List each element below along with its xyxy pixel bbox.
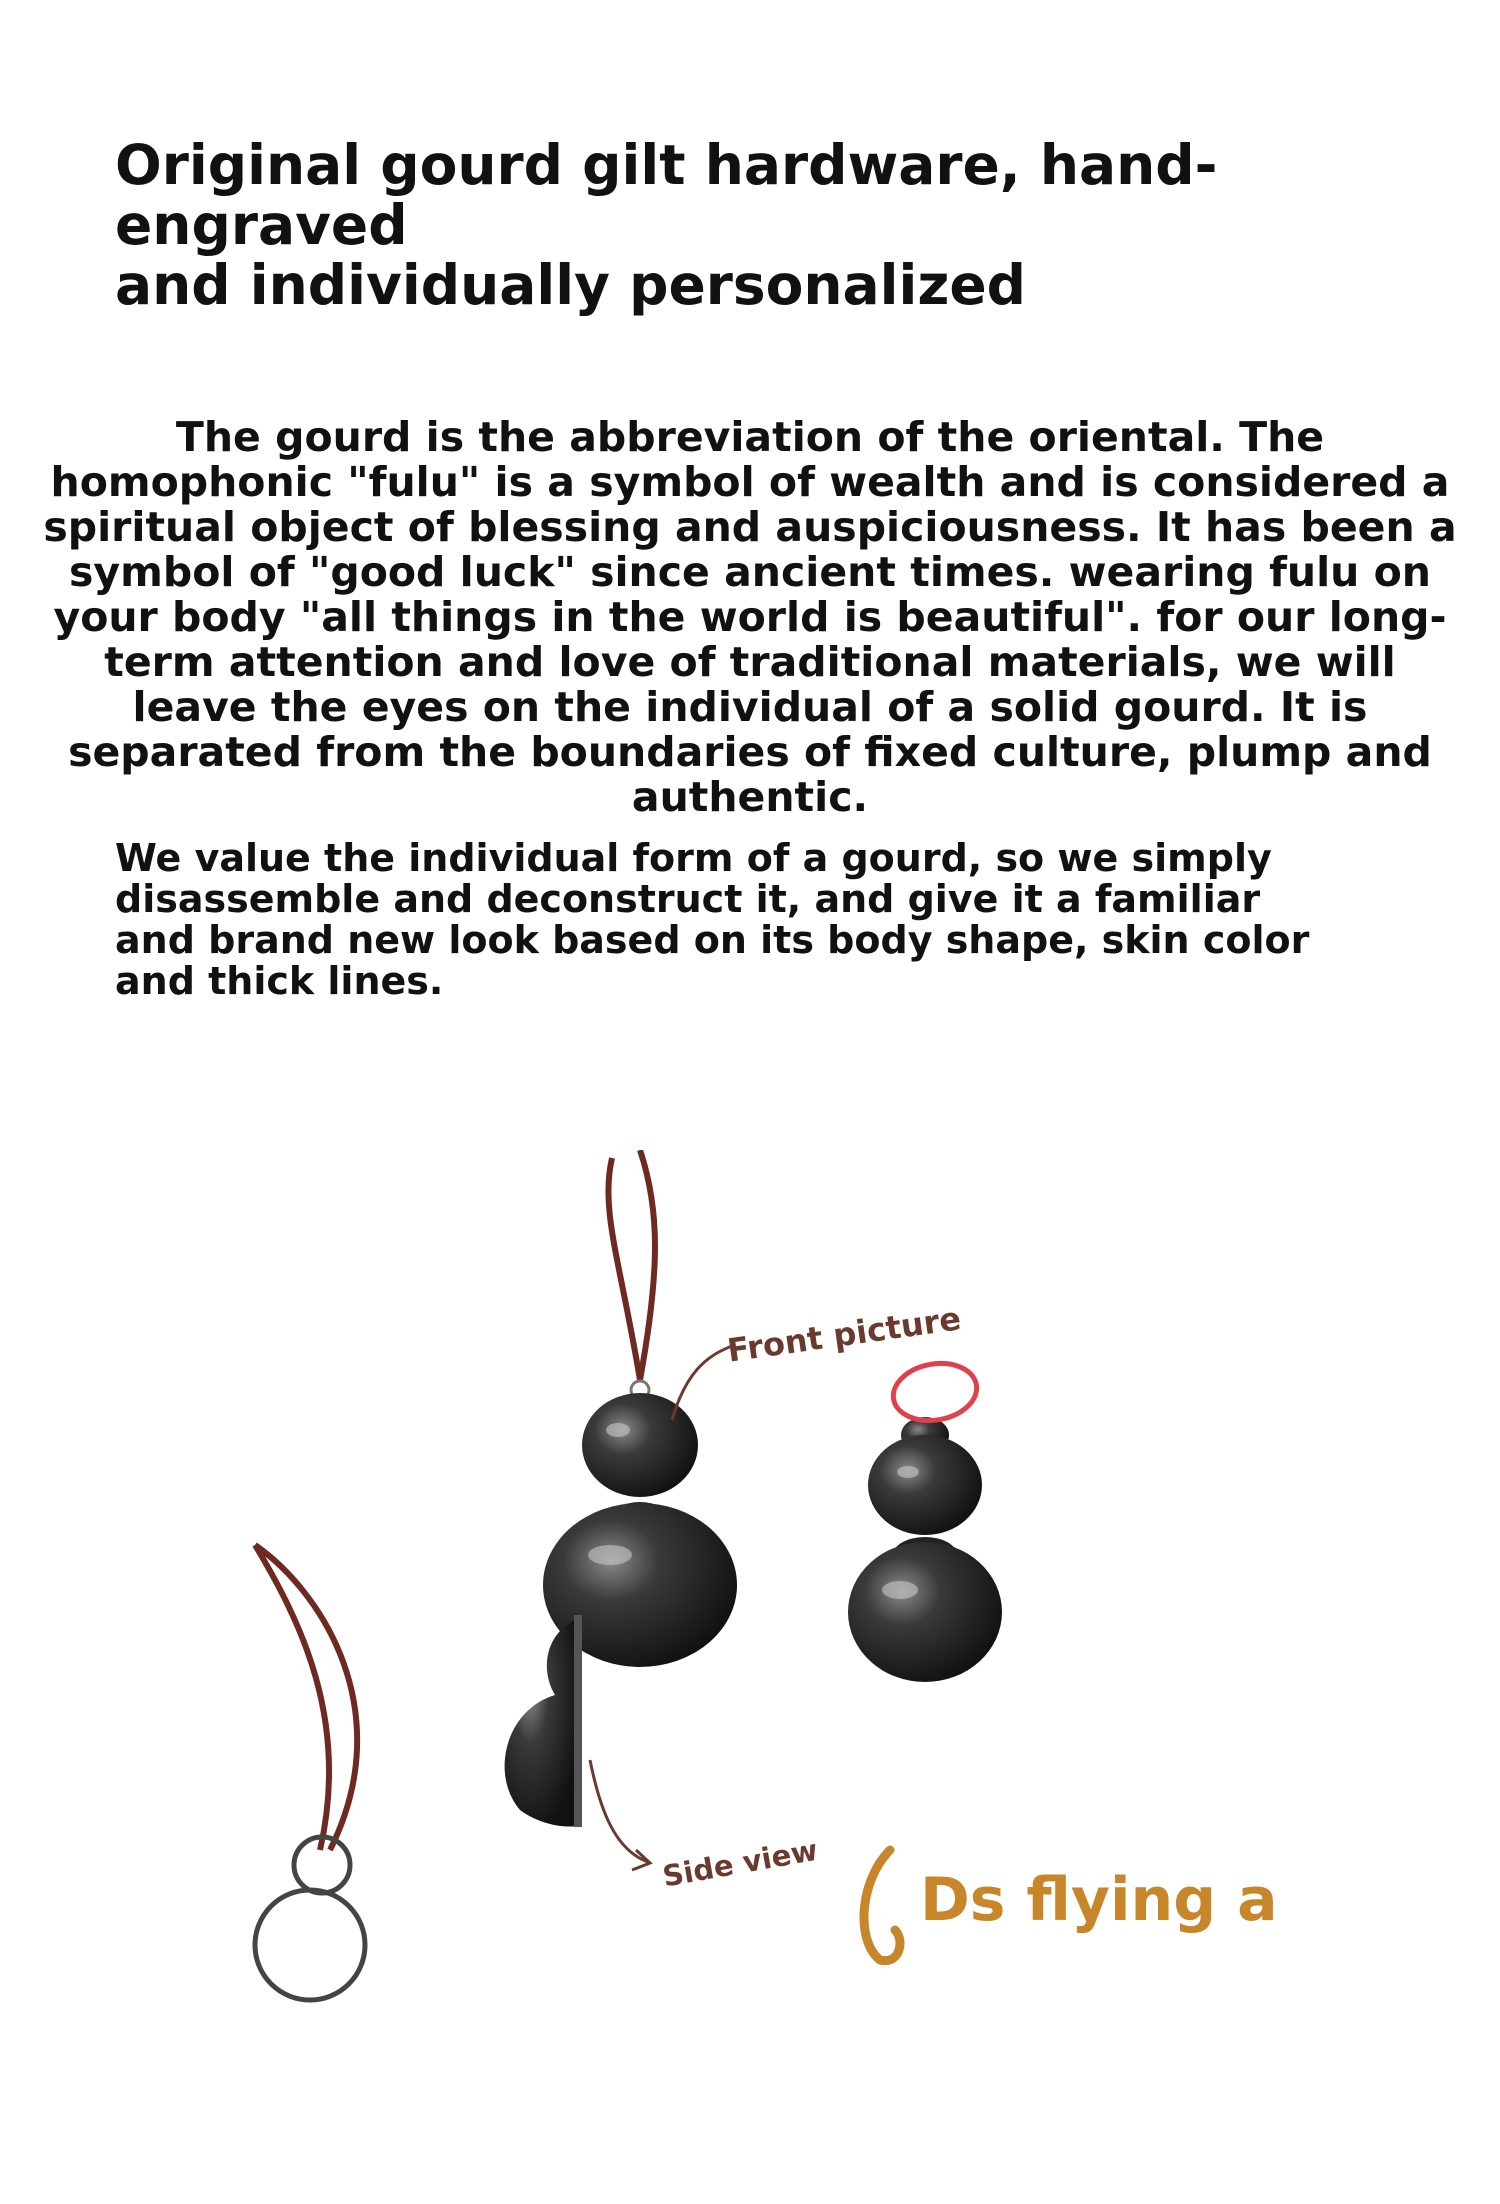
highlight-circle	[889, 1357, 981, 1427]
side-gourd	[505, 1615, 582, 1827]
front-gourd-highlighted	[848, 1417, 1002, 1682]
product-figure	[0, 1150, 1500, 2050]
side-view-label: Side view	[660, 1832, 821, 1894]
gourd-ring-outline	[255, 1545, 365, 2000]
title-line-2: and individually personalized	[115, 253, 1027, 317]
brand-swoosh-icon	[864, 1850, 900, 1961]
front-gourd	[543, 1150, 737, 1667]
side-arrow-line	[590, 1760, 650, 1870]
intro-paragraph: The gourd is the abbreviation of the oriental. The homophonic "fulu" is a symbol of wealth and is considered a spiritual object of blessing and auspiciousness. It has been a symbol of "good luck" since ancient times. wearing fulu on your body "all things in the world is beautiful". for our long-term attention and love of traditional materials, we will leave the eyes on the individual of a solid gourd. It is separated from the boundaries of fixed culture, plump and authentic.	[43, 413, 1457, 821]
brand-watermark: Ds flying a	[920, 1865, 1278, 1935]
page-title	[115, 135, 1415, 315]
front-picture-label: Front picture	[725, 1299, 964, 1370]
title-line-1: Original gourd gilt hardware, hand-engraved	[115, 133, 1218, 257]
value-paragraph: We value the individual form of a gourd, so we simply disassemble and deconstruct it, and give it a familiar and brand new look based on its body shape, skin color and thick lines.	[115, 836, 1310, 1003]
